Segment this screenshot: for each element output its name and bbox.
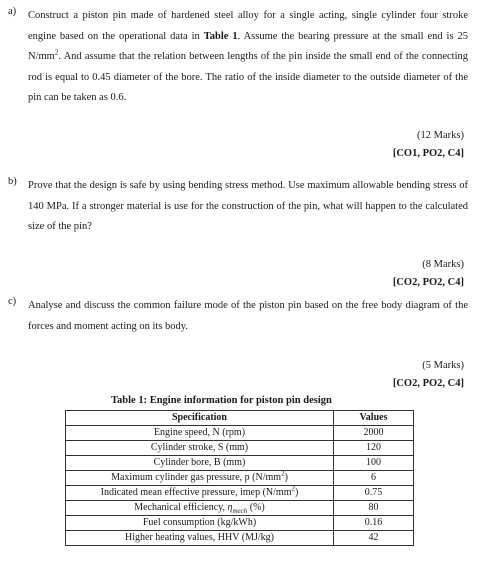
question-b-co: [CO2, PO2, C4] bbox=[392, 276, 464, 288]
row-value: 0.75 bbox=[334, 486, 414, 501]
question-b-text: Prove that the design is safe by using bending stress method. Use maximum allowable bending stress of 140 MPa. If a stronger material is use for the construction of the pin, what will happen to the calculated size of the pin? bbox=[28, 180, 468, 232]
row-spec: Engine speed, N (rpm) bbox=[66, 426, 334, 441]
header-specification: Specification bbox=[66, 411, 334, 426]
question-a-marks: (12 Marks) bbox=[417, 129, 464, 141]
row-value: 100 bbox=[334, 456, 414, 471]
question-c-co: [CO2, PO2, C4] bbox=[392, 378, 464, 389]
eta-symbol: η bbox=[227, 502, 233, 513]
table-reference: Table 1 bbox=[203, 30, 238, 42]
question-a-letter: a) bbox=[8, 6, 17, 17]
engine-info-table bbox=[65, 410, 414, 546]
table-row bbox=[66, 456, 414, 471]
table-header-row bbox=[66, 411, 414, 426]
table-row bbox=[66, 441, 414, 456]
row-value: 2000 bbox=[334, 426, 414, 441]
question-b-marks: (8 Marks) bbox=[422, 258, 464, 270]
row-value: 42 bbox=[334, 531, 414, 546]
row-spec: Indicated mean effective pressure, imep $(N/mm^2)$ bbox=[66, 486, 334, 501]
table-row bbox=[66, 426, 414, 441]
question-b bbox=[8, 176, 468, 290]
table-row bbox=[66, 516, 414, 531]
row-value: 0.16 bbox=[334, 516, 414, 531]
row-spec: Mechanical efficiency, $\eta_{mech}$ (%) bbox=[66, 501, 334, 516]
table-row bbox=[66, 531, 414, 546]
question-a bbox=[8, 6, 468, 161]
header-values: Values bbox=[334, 411, 414, 426]
question-a-text: Construct a piston pin made of hardened steel alloy for a single acting, single cylinder four stroke engine based on the operational data in Table 1. Assume the bearing pressure at the small end is 25 $N/mm^2$. And assume that the relation between lengths of the pin inside the small end of the connecting rod is equal to 0.45 diameter of the bore. The ratio of the inside diameter to the outside diameter of the pin can be taken as 0.6. bbox=[28, 10, 469, 103]
question-c-text: Analyse and discuss the common failure mode of the piston pin based on the free body diagram of the forces and moment acting on its body. bbox=[28, 300, 468, 332]
row-spec: Higher heating values, HHV (MJ/kg) bbox=[66, 531, 334, 546]
row-spec: Cylinder stroke, S (mm) bbox=[66, 441, 334, 456]
row-value: 6 bbox=[334, 471, 414, 486]
table-row bbox=[66, 471, 414, 486]
question-a-co: [CO1, PO2, C4] bbox=[392, 147, 464, 159]
question-b-letter: b) bbox=[8, 176, 17, 187]
table-caption: Table 1: Engine information for piston pin design bbox=[111, 395, 332, 406]
table-row bbox=[66, 501, 414, 516]
row-spec: Maximum cylinder gas pressure, p $(N/mm^2)$ bbox=[66, 471, 334, 486]
row-spec: Fuel consumption (kg/kWh) bbox=[66, 516, 334, 531]
question-c-letter: c) bbox=[8, 296, 17, 307]
row-spec: Cylinder bore, B (mm) bbox=[66, 456, 334, 471]
row-value: 80 bbox=[334, 501, 414, 516]
table-row bbox=[66, 486, 414, 501]
question-c bbox=[8, 296, 468, 391]
row-value: 120 bbox=[334, 441, 414, 456]
question-c-marks: (5 Marks) bbox=[422, 360, 464, 371]
